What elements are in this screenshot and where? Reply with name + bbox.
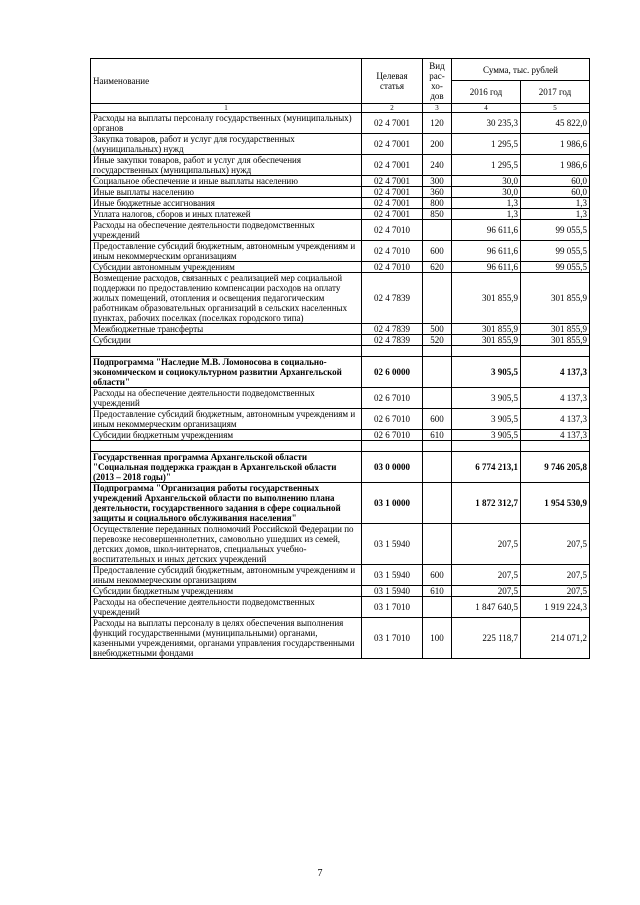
col-sum-header: Сумма, тыс. рублей: [452, 59, 590, 81]
row-vid-cell: [423, 357, 452, 388]
row-target-cell: 02 4 7010: [362, 241, 423, 262]
row-target-cell: 02 4 7839: [362, 335, 423, 346]
row-target-cell: 02 4 7010: [362, 220, 423, 241]
row-vid-cell: 360: [423, 187, 452, 198]
table-row: [91, 187, 590, 198]
spacer-cell: [91, 441, 362, 452]
col-2017-header: 2017 год: [521, 81, 590, 104]
table-row: [91, 241, 590, 262]
row-amount-2016-cell: 301 855,9: [452, 324, 521, 335]
row-amount-2017-cell: 4 137,3: [521, 430, 590, 441]
row-name-cell: Предоставление субсидий бюджетным, автономным учреждениям и иным некоммерческим организациям: [91, 409, 362, 430]
row-target-cell: 02 4 7010: [362, 262, 423, 273]
row-amount-2017-cell: 1 986,6: [521, 134, 590, 155]
row-amount-2017-cell: 207,5: [521, 524, 590, 565]
row-amount-2016-cell: 1,3: [452, 198, 521, 209]
row-name-cell: Возмещение расходов, связанных с реализацией мер социальной поддержки по предоставлению компенсации расходов на оплату жилых помещений, отопления и освещения педагогическим работникам образовательных организаций в сельских населенных пунктах, рабочих поселках (поселках городского типа): [91, 273, 362, 324]
table-header: [91, 59, 590, 113]
row-vid-cell: [423, 220, 452, 241]
row-amount-2016-cell: 301 855,9: [452, 273, 521, 324]
row-amount-2017-cell: 1,3: [521, 198, 590, 209]
row-vid-cell: 610: [423, 430, 452, 441]
row-amount-2017-cell: 214 071,2: [521, 618, 590, 659]
row-amount-2017-cell: 60,0: [521, 187, 590, 198]
table-row: [91, 155, 590, 176]
spacer-cell: [452, 441, 521, 452]
row-name-cell: Социальное обеспечение и иные выплаты населению: [91, 176, 362, 187]
row-vid-cell: [423, 524, 452, 565]
row-amount-2017-cell: 301 855,9: [521, 324, 590, 335]
row-name-cell: Расходы на выплаты персоналу государственных (муниципальных) органов: [91, 113, 362, 134]
row-amount-2017-cell: 207,5: [521, 586, 590, 597]
index-cell: 2: [362, 104, 423, 113]
spacer-cell: [521, 441, 590, 452]
row-vid-cell: [423, 452, 452, 483]
row-amount-2017-cell: 207,5: [521, 565, 590, 586]
row-vid-cell: 200: [423, 134, 452, 155]
row-target-cell: 03 1 5940: [362, 586, 423, 597]
row-target-cell: 02 4 7839: [362, 324, 423, 335]
row-vid-cell: 240: [423, 155, 452, 176]
row-vid-cell: 520: [423, 335, 452, 346]
spacer-row: [91, 441, 590, 452]
row-target-cell: 03 0 0000: [362, 452, 423, 483]
row-amount-2016-cell: 207,5: [452, 586, 521, 597]
row-name-cell: Подпрограмма "Наследие М.В. Ломоносова в социально-экономическом и социокультурном развитии Архангельской области": [91, 357, 362, 388]
row-name-cell: Предоставление субсидий бюджетным, автономным учреждениям и иным некоммерческим организациям: [91, 565, 362, 586]
row-name-cell: Государственная программа Архангельской области "Социальная поддержка граждан в Архангельской области (2013 – 2018 годы)": [91, 452, 362, 483]
table-row: [91, 565, 590, 586]
row-vid-cell: 850: [423, 209, 452, 220]
row-amount-2016-cell: 1 295,5: [452, 155, 521, 176]
table-row: [91, 198, 590, 209]
page-number: 7: [317, 868, 323, 879]
row-name-cell: Межбюджетные трансферты: [91, 324, 362, 335]
table-row: [91, 586, 590, 597]
col-target-header: Целевая статья: [362, 59, 423, 104]
row-amount-2017-cell: 301 855,9: [521, 335, 590, 346]
row-amount-2017-cell: 1 986,6: [521, 155, 590, 176]
table-row: [91, 324, 590, 335]
row-amount-2016-cell: 1 872 312,7: [452, 483, 521, 524]
table-row: [91, 483, 590, 524]
spacer-row: [91, 346, 590, 357]
row-name-cell: Уплата налогов, сборов и иных платежей: [91, 209, 362, 220]
spacer-cell: [452, 346, 521, 357]
index-cell: 4: [452, 104, 521, 113]
row-amount-2017-cell: 1,3: [521, 209, 590, 220]
row-vid-cell: 100: [423, 618, 452, 659]
row-amount-2017-cell: 60,0: [521, 176, 590, 187]
spacer-cell: [423, 441, 452, 452]
row-target-cell: 02 6 7010: [362, 409, 423, 430]
row-amount-2017-cell: 301 855,9: [521, 273, 590, 324]
table-row: [91, 430, 590, 441]
row-name-cell: Расходы на обеспечение деятельности подведомственных учреждений: [91, 388, 362, 409]
row-name-cell: Иные закупки товаров, работ и услуг для обеспечения государственных (муниципальных) нужд: [91, 155, 362, 176]
row-amount-2016-cell: 207,5: [452, 524, 521, 565]
row-amount-2016-cell: 225 118,7: [452, 618, 521, 659]
index-cell: 3: [423, 104, 452, 113]
row-target-cell: 03 1 7010: [362, 618, 423, 659]
spacer-cell: [362, 346, 423, 357]
table-row: [91, 618, 590, 659]
table-body: [91, 113, 590, 659]
table-row: [91, 262, 590, 273]
row-name-cell: Закупка товаров, работ и услуг для государственных (муниципальных) нужд: [91, 134, 362, 155]
table-row: [91, 113, 590, 134]
row-amount-2017-cell: 99 055,5: [521, 262, 590, 273]
row-amount-2016-cell: 1 295,5: [452, 134, 521, 155]
row-target-cell: 02 6 7010: [362, 388, 423, 409]
row-target-cell: 02 4 7001: [362, 176, 423, 187]
table-row: [91, 134, 590, 155]
row-amount-2016-cell: 1,3: [452, 209, 521, 220]
row-target-cell: 02 4 7001: [362, 113, 423, 134]
index-cell: 1: [91, 104, 362, 113]
row-vid-cell: 600: [423, 565, 452, 586]
row-vid-cell: [423, 597, 452, 618]
spacer-cell: [91, 346, 362, 357]
row-amount-2016-cell: 301 855,9: [452, 335, 521, 346]
row-amount-2017-cell: 4 137,3: [521, 409, 590, 430]
row-target-cell: 03 1 5940: [362, 565, 423, 586]
row-vid-cell: 500: [423, 324, 452, 335]
row-target-cell: 03 1 5940: [362, 524, 423, 565]
col-vid-header: Вид рас-хо-дов: [423, 59, 452, 104]
table-row: [91, 388, 590, 409]
row-amount-2016-cell: 30,0: [452, 176, 521, 187]
row-amount-2016-cell: 3 905,5: [452, 409, 521, 430]
row-vid-cell: 120: [423, 113, 452, 134]
table-row: [91, 357, 590, 388]
row-amount-2016-cell: 1 847 640,5: [452, 597, 521, 618]
row-amount-2017-cell: 1 954 530,9: [521, 483, 590, 524]
table-row: [91, 524, 590, 565]
row-amount-2016-cell: 30,0: [452, 187, 521, 198]
table-row: [91, 597, 590, 618]
row-amount-2017-cell: 4 137,3: [521, 357, 590, 388]
row-target-cell: 03 1 0000: [362, 483, 423, 524]
index-cell: 5: [521, 104, 590, 113]
row-target-cell: 02 4 7001: [362, 209, 423, 220]
row-name-cell: Предоставление субсидий бюджетным, автономным учреждениям и иным некоммерческим организациям: [91, 241, 362, 262]
table-row: [91, 209, 590, 220]
row-vid-cell: [423, 483, 452, 524]
table-row: [91, 452, 590, 483]
row-vid-cell: 610: [423, 586, 452, 597]
row-amount-2017-cell: 99 055,5: [521, 241, 590, 262]
row-vid-cell: [423, 388, 452, 409]
row-vid-cell: 600: [423, 241, 452, 262]
row-name-cell: Расходы на обеспечение деятельности подведомственных учреждений: [91, 597, 362, 618]
table-row: [91, 409, 590, 430]
row-name-cell: Расходы на выплаты персоналу в целях обеспечения выполнения функций государственными (муниципальными) органами, казенными учреждениями, органами управления государственными внебюджетными фондами: [91, 618, 362, 659]
row-amount-2016-cell: 3 905,5: [452, 430, 521, 441]
row-vid-cell: [423, 273, 452, 324]
row-name-cell: Осуществление переданных полномочий Российской Федерации по перевозке несовершеннолетних, самовольно ушедших из семей, детских домов, школ-интернатов, специальных учебно-воспитательных и иных детских учреждений: [91, 524, 362, 565]
col-2016-header: 2016 год: [452, 81, 521, 104]
row-amount-2016-cell: 96 611,6: [452, 241, 521, 262]
row-target-cell: 02 4 7839: [362, 273, 423, 324]
row-amount-2016-cell: 3 905,5: [452, 388, 521, 409]
index-row: [91, 104, 590, 113]
spacer-cell: [423, 346, 452, 357]
spacer-cell: [362, 441, 423, 452]
table-row: [91, 176, 590, 187]
row-amount-2016-cell: 96 611,6: [452, 220, 521, 241]
row-name-cell: Иные выплаты населению: [91, 187, 362, 198]
budget-table: [90, 58, 590, 659]
row-name-cell: Субсидии бюджетным учреждениям: [91, 430, 362, 441]
row-amount-2017-cell: 9 746 205,8: [521, 452, 590, 483]
row-amount-2016-cell: 207,5: [452, 565, 521, 586]
table-row: [91, 220, 590, 241]
row-name-cell: Иные бюджетные ассигнования: [91, 198, 362, 209]
row-vid-cell: 600: [423, 409, 452, 430]
spacer-cell: [521, 346, 590, 357]
row-target-cell: 02 6 0000: [362, 357, 423, 388]
row-amount-2017-cell: 1 919 224,3: [521, 597, 590, 618]
table-row: [91, 273, 590, 324]
table-row: [91, 335, 590, 346]
row-vid-cell: 800: [423, 198, 452, 209]
row-amount-2016-cell: 3 905,5: [452, 357, 521, 388]
row-target-cell: 03 1 7010: [362, 597, 423, 618]
row-amount-2016-cell: 96 611,6: [452, 262, 521, 273]
row-target-cell: 02 4 7001: [362, 155, 423, 176]
row-amount-2016-cell: 30 235,3: [452, 113, 521, 134]
row-name-cell: Расходы на обеспечение деятельности подведомственных учреждений: [91, 220, 362, 241]
row-amount-2017-cell: 45 822,0: [521, 113, 590, 134]
row-name-cell: Субсидии: [91, 335, 362, 346]
row-amount-2017-cell: 4 137,3: [521, 388, 590, 409]
row-target-cell: 02 4 7001: [362, 198, 423, 209]
row-name-cell: Подпрограмма "Организация работы государственных учреждений Архангельской области по выполнению плана деятельности, государственного задания в сфере социальной защиты и социального обслуживания населения": [91, 483, 362, 524]
row-name-cell: Субсидии бюджетным учреждениям: [91, 586, 362, 597]
row-target-cell: 02 6 7010: [362, 430, 423, 441]
row-vid-cell: 300: [423, 176, 452, 187]
row-vid-cell: 620: [423, 262, 452, 273]
row-amount-2017-cell: 99 055,5: [521, 220, 590, 241]
row-target-cell: 02 4 7001: [362, 187, 423, 198]
row-target-cell: 02 4 7001: [362, 134, 423, 155]
col-name-header: Наименование: [91, 59, 362, 104]
row-amount-2016-cell: 6 774 213,1: [452, 452, 521, 483]
row-name-cell: Субсидии автономным учреждениям: [91, 262, 362, 273]
